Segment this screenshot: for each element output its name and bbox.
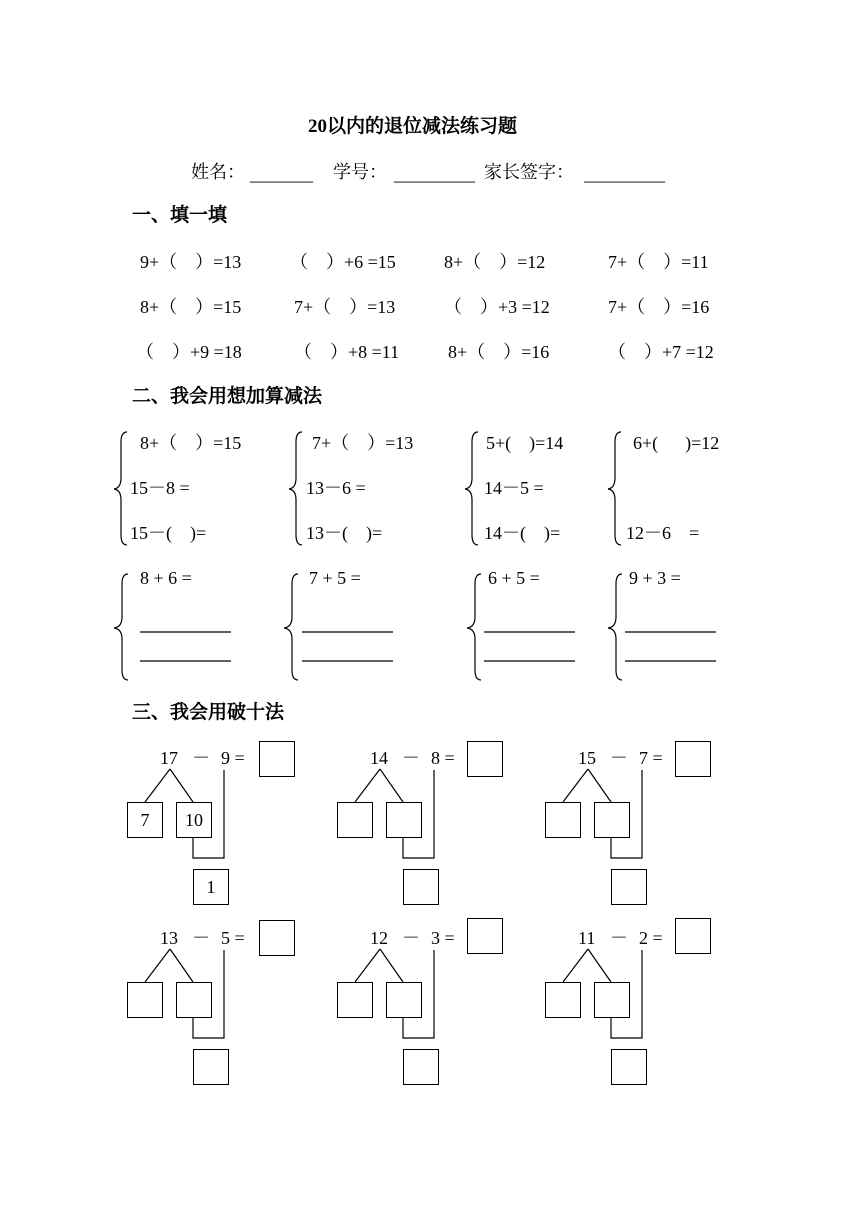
- fill-blank-equation: 7+（ ）=11: [608, 252, 709, 272]
- addition-prompt: 6 + 5 =: [488, 568, 540, 588]
- minuend: 15: [578, 748, 596, 768]
- parent-signature-label: 家长签字：: [484, 162, 574, 182]
- left-brace: [114, 574, 128, 680]
- minus-sign: －: [402, 928, 420, 948]
- answer-box[interactable]: [259, 920, 295, 956]
- left-brace: [289, 432, 302, 545]
- split-box-left[interactable]: [545, 982, 581, 1018]
- addition-fact: 5+( )=14: [486, 433, 564, 453]
- subtraction-equation: 14－5 =: [484, 478, 544, 498]
- subtrahend: 5 =: [221, 928, 245, 948]
- minuend: 12: [370, 928, 388, 948]
- fill-blank-equation: 8+（ ）=12: [444, 252, 546, 272]
- split-box-left[interactable]: [337, 802, 373, 838]
- name-label: 姓名：: [191, 162, 245, 182]
- split-box-left[interactable]: 7: [127, 802, 163, 838]
- fill-blank-equation: （ ）+8 =11: [294, 342, 400, 362]
- split-box-left[interactable]: [337, 982, 373, 1018]
- left-brace: [465, 432, 478, 545]
- subtraction-equation: 15－( )=: [130, 523, 207, 543]
- split-box-right[interactable]: [386, 982, 422, 1018]
- minuend: 11: [578, 928, 596, 948]
- left-brace: [114, 432, 127, 545]
- section-3-heading: 三、我会用破十法: [132, 702, 285, 723]
- intermediate-box[interactable]: [611, 869, 647, 905]
- left-brace: [284, 574, 298, 680]
- split-box-right[interactable]: [594, 982, 630, 1018]
- subtrahend: 7 =: [639, 748, 663, 768]
- split-box-right[interactable]: [386, 802, 422, 838]
- answer-box[interactable]: [675, 918, 711, 954]
- name-field[interactable]: _______: [250, 164, 313, 184]
- split-box-right[interactable]: 10: [176, 802, 212, 838]
- subtraction-equation: 13－( )=: [306, 523, 383, 543]
- subtrahend: 9 =: [221, 748, 245, 768]
- minus-sign: －: [192, 748, 210, 768]
- split-box-right[interactable]: [594, 802, 630, 838]
- subtraction-equation: 12－6 =: [626, 523, 700, 543]
- fill-blank-equation: 7+（ ）=13: [294, 297, 396, 317]
- student-id-field[interactable]: _________: [394, 164, 475, 184]
- left-brace: [608, 432, 621, 545]
- minuend: 17: [160, 748, 178, 768]
- intermediate-box[interactable]: 1: [193, 869, 229, 905]
- section-2-heading: 二、我会用想加算减法: [132, 386, 323, 407]
- student-id-label: 学号：: [333, 162, 387, 182]
- minus-sign: －: [610, 928, 628, 948]
- left-brace: [608, 574, 622, 680]
- fill-blank-equation: （ ）+3 =12: [444, 297, 550, 317]
- subtraction-equation: 15－8 =: [130, 478, 190, 498]
- fill-blank-equation: （ ）+7 =12: [608, 342, 714, 362]
- intermediate-box[interactable]: [611, 1049, 647, 1085]
- left-brace: [467, 574, 481, 680]
- fill-blank-equation: （ ）+9 =18: [136, 342, 242, 362]
- answer-box[interactable]: [675, 741, 711, 777]
- subtrahend: 8 =: [431, 748, 455, 768]
- fill-blank-equation: 8+（ ）=15: [140, 297, 242, 317]
- subtraction-equation: 13－6 =: [306, 478, 366, 498]
- addition-fact: 8+（ ）=15: [140, 433, 242, 453]
- addition-prompt: 8 + 6 =: [140, 568, 192, 588]
- minuend: 13: [160, 928, 178, 948]
- split-box-left[interactable]: [545, 802, 581, 838]
- fill-blank-equation: （ ）+6 =15: [290, 252, 396, 272]
- answer-box[interactable]: [467, 741, 503, 777]
- answer-box[interactable]: [467, 918, 503, 954]
- addition-prompt: 7 + 5 =: [309, 568, 361, 588]
- intermediate-box[interactable]: [193, 1049, 229, 1085]
- addition-fact: 7+（ ）=13: [312, 433, 414, 453]
- addition-prompt: 9 + 3 =: [629, 568, 681, 588]
- parent-signature-field[interactable]: _________: [584, 164, 665, 184]
- minuend: 14: [370, 748, 388, 768]
- minus-sign: －: [402, 748, 420, 768]
- intermediate-box[interactable]: [403, 1049, 439, 1085]
- split-box-right[interactable]: [176, 982, 212, 1018]
- fill-blank-equation: 7+（ ）=16: [608, 297, 710, 317]
- subtraction-equation: 14－( )=: [484, 523, 561, 543]
- minus-sign: －: [610, 748, 628, 768]
- fill-blank-equation: 8+（ ）=16: [448, 342, 550, 362]
- page-title: 20以内的退位减法练习题: [308, 116, 518, 137]
- minus-sign: －: [192, 928, 210, 948]
- split-box-left[interactable]: [127, 982, 163, 1018]
- section-1-heading: 一、填一填: [132, 205, 228, 226]
- subtrahend: 3 =: [431, 928, 455, 948]
- fill-blank-equation: 9+（ ）=13: [140, 252, 242, 272]
- subtrahend: 2 =: [639, 928, 663, 948]
- intermediate-box[interactable]: [403, 869, 439, 905]
- addition-fact: 6+( )=12: [633, 433, 720, 453]
- answer-box[interactable]: [259, 741, 295, 777]
